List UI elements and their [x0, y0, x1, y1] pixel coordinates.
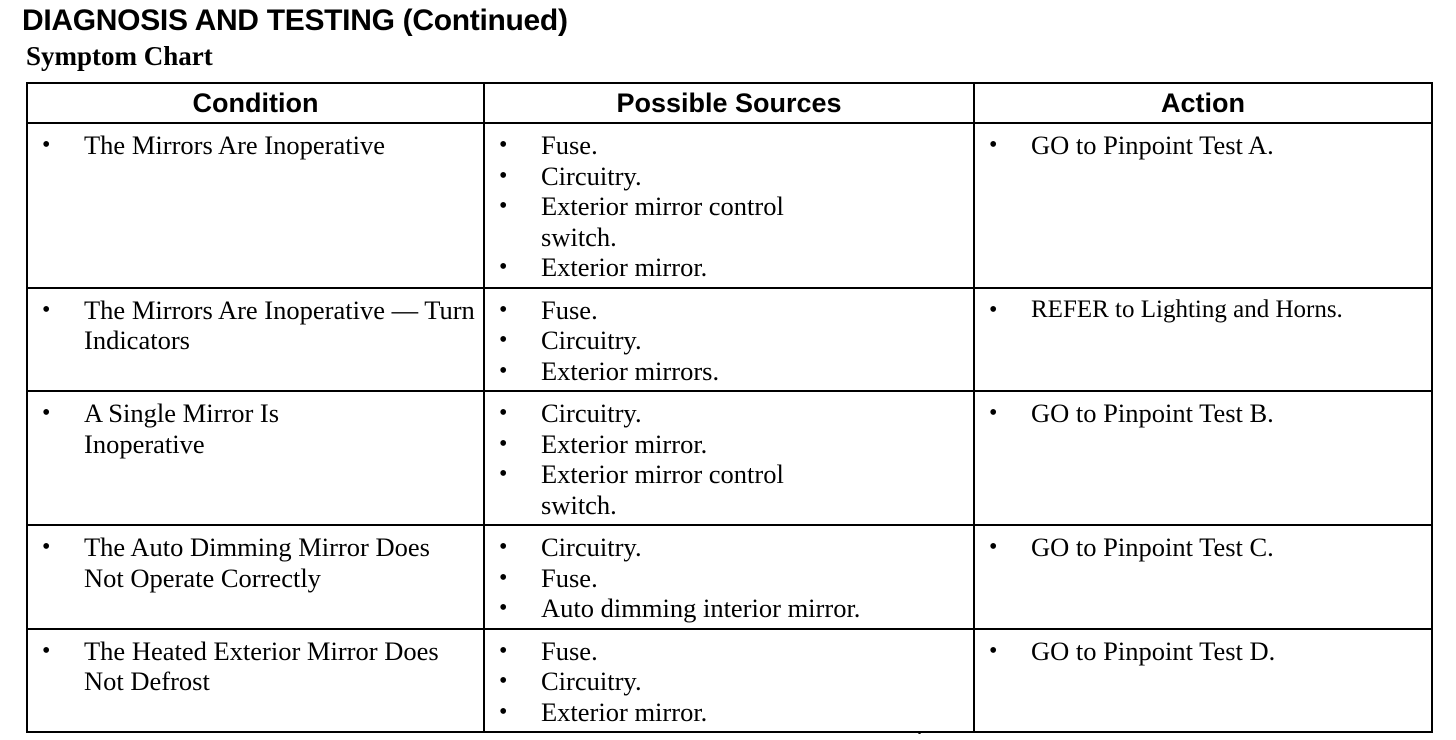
- list-item: • The Heated Exterior Mirror Does Not Defrost: [28, 636, 475, 697]
- table-row: [27, 123, 1432, 288]
- sources-cell: [484, 525, 974, 629]
- list-item: • Circuitry.: [485, 325, 965, 356]
- list-item: • Fuse.: [485, 636, 965, 667]
- list-item: • GO to Pinpoint Test A.: [975, 130, 1423, 161]
- list-item: • Circuitry.: [485, 161, 965, 192]
- list-item: • Fuse.: [485, 563, 965, 594]
- column-header-action: Action: [974, 83, 1432, 123]
- list-item: • REFER to Lighting and Horns.: [975, 295, 1423, 326]
- list-item: • The Mirrors Are Inoperative — Turn Indicators: [28, 295, 475, 356]
- action-cell: [974, 525, 1432, 629]
- page-subtitle: Symptom Chart: [26, 41, 213, 71]
- condition-cell: [27, 288, 484, 392]
- condition-cell: [27, 123, 484, 288]
- list-item: • Exterior mirror.: [485, 429, 965, 460]
- list-item: • The Auto Dimming Mirror Does Not Operate Correctly: [28, 532, 475, 593]
- list-item: • Circuitry.: [485, 398, 965, 429]
- action-cell: [974, 629, 1432, 733]
- list-item: • GO to Pinpoint Test B.: [975, 398, 1423, 429]
- table-header-row: [27, 83, 1432, 123]
- action-cell: [974, 123, 1432, 288]
- table-row: [27, 391, 1432, 525]
- list-item: • Auto dimming interior mirror.: [485, 593, 965, 624]
- list-item: • GO to Pinpoint Test C.: [975, 532, 1423, 563]
- table-row: [27, 288, 1432, 392]
- condition-cell: [27, 391, 484, 525]
- sources-cell: [484, 391, 974, 525]
- symptom-chart-table: [26, 82, 1433, 733]
- list-item: • Exterior mirrors.: [485, 356, 965, 387]
- table-row: [27, 525, 1432, 629]
- list-item: • Circuitry.: [485, 666, 965, 697]
- list-item: • GO to Pinpoint Test D.: [975, 636, 1423, 667]
- action-cell: [974, 288, 1432, 392]
- column-header-condition: Condition: [27, 83, 484, 123]
- list-item: • Circuitry.: [485, 532, 965, 563]
- sources-cell: [484, 123, 974, 288]
- condition-cell: [27, 629, 484, 733]
- scan-speck: [918, 731, 921, 734]
- column-header-sources: Possible Sources: [484, 83, 974, 123]
- page-title: DIAGNOSIS AND TESTING (Continued): [22, 4, 568, 37]
- list-item: • Exterior mirror control switch.: [485, 191, 965, 252]
- list-item: • Exterior mirror.: [485, 697, 965, 728]
- list-item: • Exterior mirror.: [485, 252, 965, 283]
- condition-cell: [27, 525, 484, 629]
- sources-cell: [484, 629, 974, 733]
- sources-cell: [484, 288, 974, 392]
- list-item: • Exterior mirror control switch.: [485, 459, 965, 520]
- list-item: • A Single Mirror Is Inoperative: [28, 398, 475, 459]
- action-cell: [974, 391, 1432, 525]
- list-item: • Fuse.: [485, 130, 965, 161]
- list-item: • Fuse.: [485, 295, 965, 326]
- table-row: [27, 629, 1432, 733]
- list-item: • The Mirrors Are Inoperative: [28, 130, 475, 161]
